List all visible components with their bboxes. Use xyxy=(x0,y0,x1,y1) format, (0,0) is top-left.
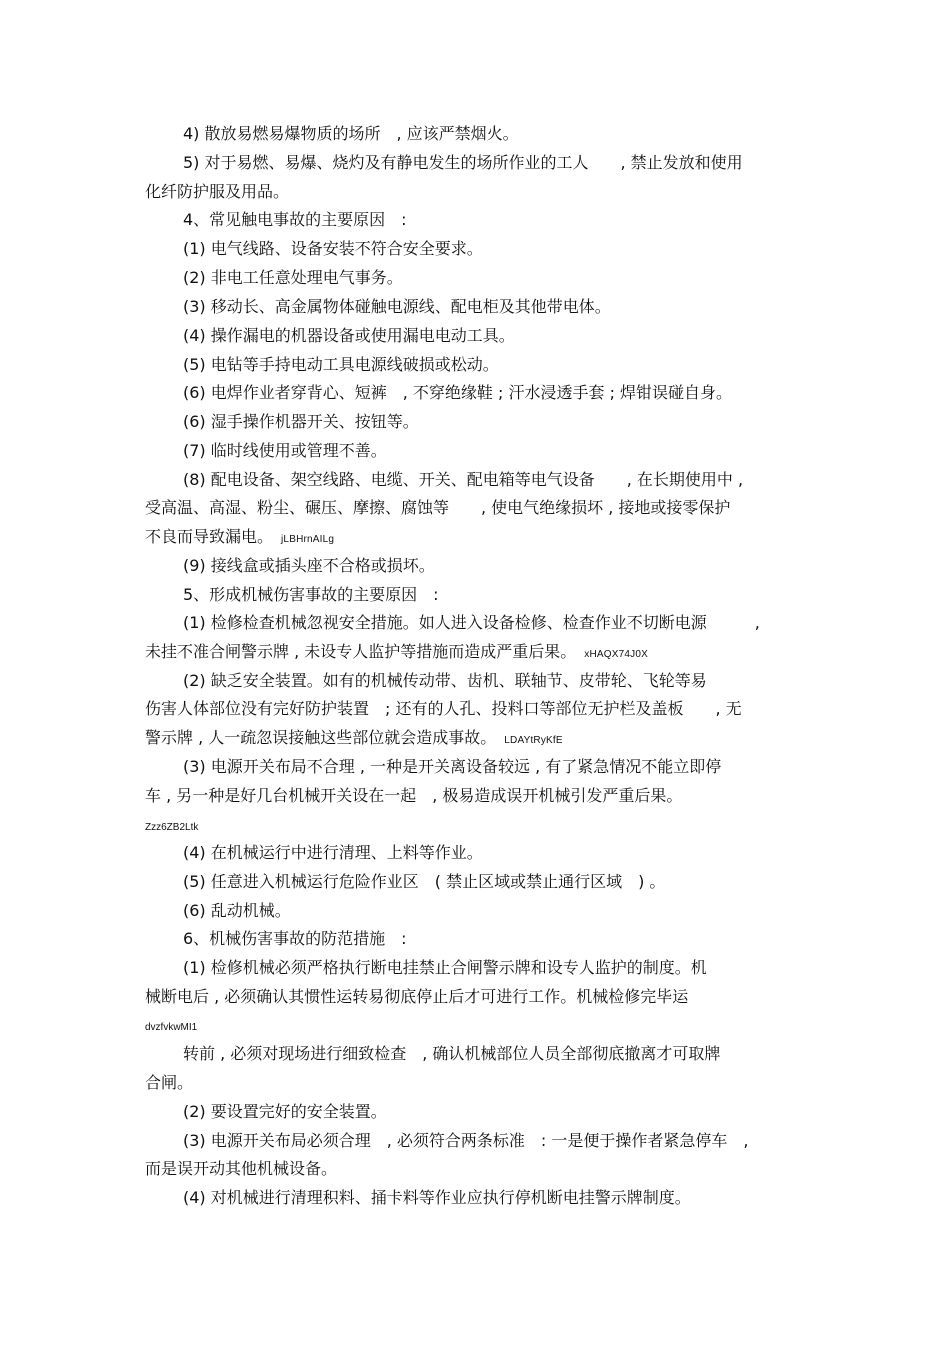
list-item: (6) 湿手操作机器开关、按钮等。 xyxy=(183,412,419,431)
list-item: (4) 操作漏电的机器设备或使用漏电电动工具。 xyxy=(183,326,515,345)
text-line xyxy=(145,641,648,666)
text-line: 4) 散放易燃易爆物质的场所 , 应该严禁烟火。 xyxy=(183,124,519,143)
watermark-code: jLBHrnAILg xyxy=(281,534,335,545)
list-item: (2) 缺乏安全装置。如有的机械传动带、齿机、联轴节、皮带轮、飞轮等易 xyxy=(183,671,707,690)
list-item: (5) 电钻等手持电动工具电源线破损或松动。 xyxy=(183,355,499,374)
text-line: 伤害人体部位没有完好防护装置 ; 还有的人孔、投料口等部位无护栏及盖板 , 无 xyxy=(145,699,742,718)
list-item: (4) 在机械运行中进行清理、上料等作业。 xyxy=(183,843,483,862)
text-line: 转前 , 必须对现场进行细致检查 , 确认机械部位人员全部彻底撤离才可取牌 xyxy=(183,1044,721,1063)
list-item: (9) 接线盒或插头座不合格或损坏。 xyxy=(183,556,435,575)
text-line: 械断电后 , 必须确认其惯性运转易彻底停止后才可进行工作。机械检修完毕运 xyxy=(145,987,689,1006)
list-item: (1) 检修检查机械忽视安全措施。如人进入设备检修、检查作业不切断电源 , xyxy=(183,613,760,632)
text-line xyxy=(145,526,334,551)
list-item: (6) 乱动机械。 xyxy=(183,901,291,920)
list-item: (1) 电气线路、设备安装不符合安全要求。 xyxy=(183,239,483,258)
text-run: 警示牌 , 人一疏忽误接触这些部位就会造成事故。 xyxy=(145,728,497,747)
text-line xyxy=(145,727,563,752)
list-item: (8) 配电设备、架空线路、电缆、开关、配电箱等电气设备 , 在长期使用中 , xyxy=(183,470,744,489)
watermark-code: Zzz6ZB2Ltk xyxy=(145,822,199,833)
list-item: (4) 对机械进行清理积料、捅卡料等作业应执行停机断电挂警示牌制度。 xyxy=(183,1188,691,1207)
text-line: 而是误开动其他机械设备。 xyxy=(145,1159,338,1178)
list-item: (1) 检修机械必须严格执行断电挂禁止合闸警示牌和设专人监护的制度。机 xyxy=(183,958,707,977)
watermark-code: xHAQX74J0X xyxy=(584,649,648,660)
list-item: (5) 任意进入机械运行危险作业区 ( 禁止区域或禁止通行区域 ) 。 xyxy=(183,872,666,891)
text-line: 车 , 另一种是好几台机械开关设在一起 , 极易造成误开机械引发严重后果。 xyxy=(145,786,683,805)
list-item: (2) 非电工任意处理电气事务。 xyxy=(183,268,403,287)
list-item: (7) 临时线使用或管理不善。 xyxy=(183,441,387,460)
list-item: (6) 电焊作业者穿背心、短裤 , 不穿绝缘鞋 ; 汗水浸透手套 ; 焊钳误碰自身。 xyxy=(183,383,733,402)
list-item: (2) 要设置完好的安全装置。 xyxy=(183,1102,387,1121)
list-item: (3) 电源开关布局不合理 , 一种是开关离设备较远 , 有了紧急情况不能立即停 xyxy=(183,757,722,776)
watermark-code: LDAYtRyKfE xyxy=(504,735,563,746)
text-run: 不良而导致漏电。 xyxy=(145,527,274,546)
list-item: (3) 电源开关布局必须合理 , 必须符合两条标准 : 一是便于操作者紧急停车 , xyxy=(183,1131,749,1150)
text-run: 未挂不准合闸警示牌 , 未设专人监护等措施而造成严重后果。 xyxy=(145,642,577,661)
section-heading: 5、形成机械伤害事故的主要原因 : xyxy=(183,585,439,604)
text-line: 受高温、高湿、粉尘、碾压、摩擦、腐蚀等 , 使电气绝缘损坏 , 接地或接零保护 xyxy=(145,498,731,517)
section-heading: 6、机械伤害事故的防范措施 : xyxy=(183,929,407,948)
text-line: 合闸。 xyxy=(145,1073,194,1092)
watermark-code: dvzfvkwMI1 xyxy=(145,1022,198,1033)
text-line: 5) 对于易燃、易爆、烧灼及有静电发生的场所作业的工人 , 禁止发放和使用 xyxy=(183,153,743,172)
list-item: (3) 移动长、高金属物体碰触电源线、配电柜及其他带电体。 xyxy=(183,297,611,316)
text-line: 化纤防护服及用品。 xyxy=(145,182,290,201)
section-heading: 4、常见触电事故的主要原因 : xyxy=(183,210,407,229)
